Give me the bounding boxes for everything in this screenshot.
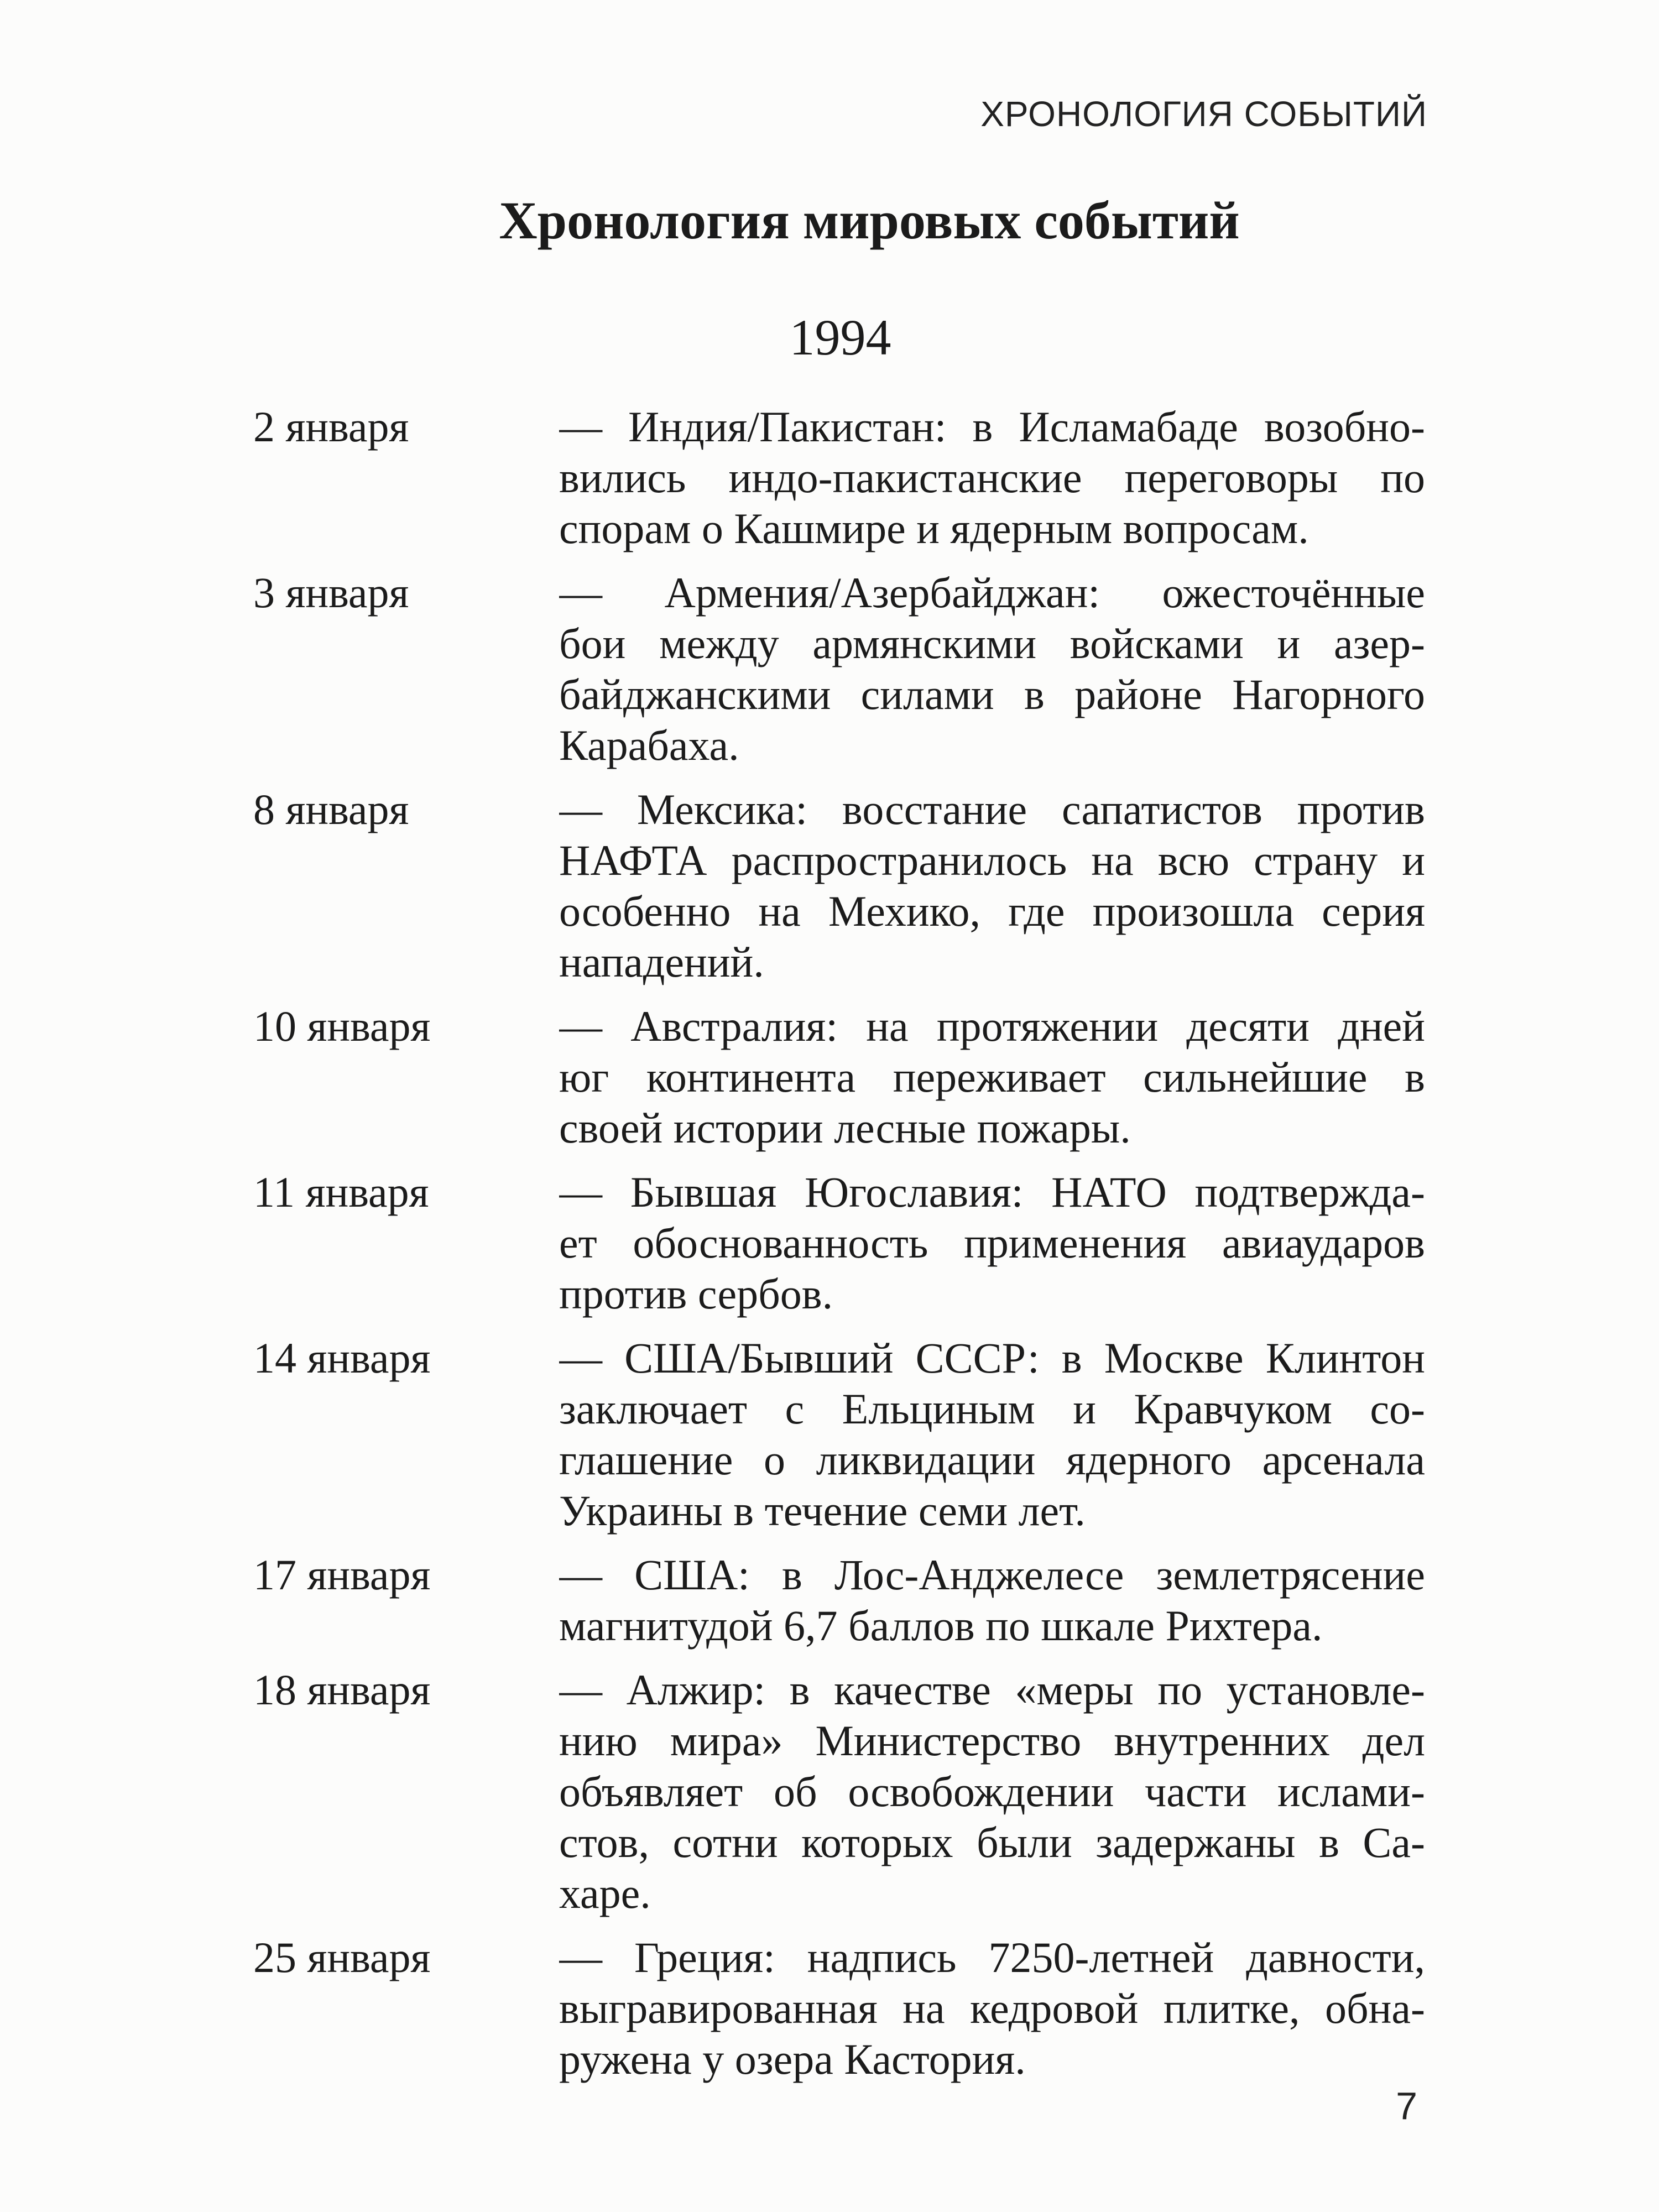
entry-text-line: Карабаха. [559,721,739,769]
entry-text-line: бои между армянскими войсками и азер- [559,619,1425,667]
entry-text-line: — Австралия: на протяжении десяти дней [559,1002,1425,1050]
entry-text-line: НАФТА распространилось на всю страну и [559,836,1425,884]
entry-text-line: объявляет об освобождении части ислами- [559,1767,1425,1815]
entry-text [559,1932,1425,2085]
entry-text-line: ет обоснованность применения авиаударов [559,1219,1425,1267]
entry-text-line: спорам о Кашмире и ядерным вопросам. [559,504,1309,552]
entry-text [559,1167,1425,1319]
year-heading: 1994 [789,309,891,366]
entry-text-line: глашение о ликвидации ядерного арсенала [559,1436,1425,1484]
entry-text-line: магнитудой 6,7 баллов по шкале Рихтера. [559,1601,1323,1650]
entry-text [559,1550,1425,1651]
entry-text-line: заключает с Ельциным и Кравчуком со- [559,1385,1425,1433]
page-number: 7 [1396,2084,1417,2127]
entry-text-line: ружена у озера Кастория. [559,2035,1026,2083]
entry-text-line: — Алжир: в качестве «меры по установле- [559,1666,1425,1714]
chronology-entry [253,784,1425,988]
entry-date: 14 января [253,1334,431,1382]
entry-text-line: стов, сотни которых были задержаны в Са- [559,1818,1425,1866]
entry-date: 25 января [253,1933,431,1981]
entry-date: 10 января [253,1002,431,1050]
entry-text-line: — Мексика: восстание сапатистов против [559,785,1425,833]
entry-text-line: — США: в Лос-Анджелесе землетрясение [559,1551,1425,1599]
entry-text-line: — Индия/Пакистан: в Исламабаде возобно- [559,403,1425,451]
entry-text-line: Украины в течение семи лет. [559,1486,1086,1535]
entry-text [559,401,1425,554]
entry-date: 2 января [253,403,409,451]
entry-text-line: байджанскими силами в районе Нагорного [559,670,1425,718]
chronology-entry [253,1001,1425,1154]
chronology-entry [253,1167,1425,1319]
entry-text-line: — США/Бывший СССР: в Москве Клинтон [559,1334,1425,1382]
entry-date: 8 января [253,785,409,833]
entry-date: 18 января [253,1666,431,1714]
chronology-entry [253,401,1425,554]
entry-text-line: против сербов. [559,1270,833,1318]
running-header: ХРОНОЛОГИЯ СОБЫТИЙ [980,94,1427,134]
entry-text-line: харе. [559,1869,651,1917]
entry-text [559,1001,1425,1154]
entry-text-line: вились индо-пакистанские переговоры по [559,453,1425,502]
entry-date: 11 января [253,1168,429,1216]
entry-text-line: своей истории лесные пожары. [559,1104,1131,1152]
chronology-entry [253,1665,1425,1919]
entry-text-line: выгравированная на кедровой плитке, обна- [559,1984,1425,2032]
entry-text [559,1333,1425,1536]
chronology-list [253,401,1425,2098]
entry-text-line: — Греция: надпись 7250-летней давности, [559,1933,1425,1981]
entry-text [559,1665,1425,1919]
entry-text [559,567,1425,771]
entry-date: 17 января [253,1551,431,1599]
page-title: Хронология мировых событий [499,191,1240,250]
entry-text-line: — Армения/Азербайджан: ожесточённые [559,568,1425,617]
entry-text-line: нию мира» Министерство внутренних дел [559,1717,1425,1765]
entry-date: 3 января [253,568,409,617]
entry-text-line: особенно на Мехико, где произошла серия [559,887,1425,935]
entry-text-line: юг континента переживает сильнейшие в [559,1053,1425,1101]
entry-text-line: — Бывшая Югославия: НАТО подтвержда- [559,1168,1425,1216]
entry-text-line: нападений. [559,938,764,986]
chronology-entry [253,567,1425,771]
entry-text [559,784,1425,988]
chronology-entry [253,1550,1425,1651]
chronology-entry [253,1932,1425,2085]
chronology-entry [253,1333,1425,1536]
